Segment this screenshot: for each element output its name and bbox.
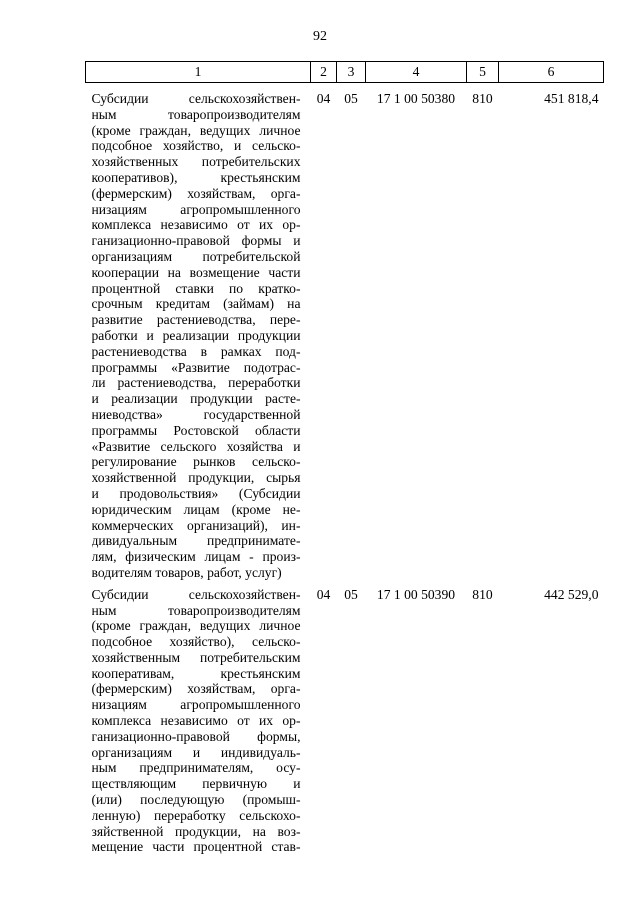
description-line: срочным кредитам (займам) на bbox=[91, 296, 301, 312]
amount-value: 442 529,0 bbox=[544, 586, 599, 602]
description-line: процентной ставки по кратко- bbox=[91, 280, 301, 296]
description-line: комплекса независимо от их ор- bbox=[91, 713, 301, 729]
description-line: (кроме граждан, ведущих личное bbox=[91, 618, 301, 634]
description-line: ным товаропроизводителям bbox=[91, 106, 301, 122]
description-line: и продовольствия» (Субсидии bbox=[91, 485, 301, 501]
description-line: ным предпринимателям, осу- bbox=[91, 760, 301, 776]
description-line: ганизационно-правовой формы и bbox=[91, 233, 301, 249]
description-line: Субсидии сельскохозяйствен- bbox=[91, 91, 301, 106]
row-description bbox=[86, 581, 311, 856]
column-header-5: 5 bbox=[467, 62, 499, 83]
table-row bbox=[86, 83, 604, 581]
description-line: коммерческих организаций), ин- bbox=[91, 517, 301, 533]
description-line: программы Ростовской области bbox=[91, 422, 301, 438]
table-row bbox=[86, 581, 604, 856]
description-line: низациям агропромышленного bbox=[91, 697, 301, 713]
description-line: растениеводства в рамках под- bbox=[91, 343, 301, 359]
subsection-code: 05 bbox=[344, 91, 358, 106]
description-line: хозяйственных потребительских bbox=[91, 154, 301, 170]
description-line: организациям потребительской bbox=[91, 248, 301, 264]
description-line: регулирование рынков сельско- bbox=[91, 454, 301, 470]
description-line: (фермерским) хозяйствам, орга- bbox=[91, 681, 301, 697]
description-line: подсобное хозяйство), сельско- bbox=[91, 634, 301, 650]
subsection-code: 05 bbox=[344, 586, 358, 602]
description-line: зяйственной продукции, на воз- bbox=[91, 823, 301, 839]
description-line: водителям товаров, работ, услуг) bbox=[91, 564, 282, 580]
description-line: и реализации продукции расте- bbox=[91, 391, 301, 407]
budget-table bbox=[85, 61, 604, 855]
section-code: 04 bbox=[316, 586, 331, 602]
description-line: подсобное хозяйство, и сельско- bbox=[91, 138, 301, 154]
expense-type-code: 810 bbox=[472, 586, 493, 602]
column-header-6: 6 bbox=[499, 62, 604, 83]
amount-value: 451 818,4 bbox=[544, 91, 599, 106]
description-line: юридическим лицам (кроме не- bbox=[91, 501, 301, 517]
description-line: «Развитие сельского хозяйства и bbox=[91, 438, 301, 454]
column-header-4: 4 bbox=[366, 62, 467, 83]
description-line: ленную) переработку сельскохо- bbox=[91, 807, 301, 823]
description-line: кооперативов), крестьянским bbox=[91, 169, 301, 185]
description-line: хозяйственным потребительским bbox=[91, 649, 301, 665]
column-header-1: 1 bbox=[86, 62, 311, 83]
description-line: развитие растениеводства, пере- bbox=[91, 312, 301, 328]
description-line: организациям и индивидуаль- bbox=[91, 744, 301, 760]
description-line: (фермерским) хозяйствам, орга- bbox=[91, 185, 301, 201]
description-line: (кроме граждан, ведущих личное bbox=[91, 122, 301, 138]
description-line: работки и реализации продукции bbox=[91, 327, 301, 343]
page-number: 92 bbox=[313, 29, 327, 44]
description-line: хозяйственной продукции, сырья bbox=[91, 470, 301, 486]
description-line: Субсидии сельскохозяйствен- bbox=[91, 586, 301, 602]
description-line: (или) последующую (промыш- bbox=[91, 792, 301, 808]
target-article-code: 17 1 00 50390 bbox=[376, 586, 456, 602]
description-line: низациям агропромышленного bbox=[91, 201, 301, 217]
description-line: кооперативам, крестьянским bbox=[91, 665, 301, 681]
description-line: дивидуальным предпринимате- bbox=[91, 533, 301, 549]
description-line: ганизационно-правовой формы, bbox=[91, 728, 301, 744]
table-header-row bbox=[86, 62, 604, 83]
description-line: комплекса независимо от их ор- bbox=[91, 217, 301, 233]
description-line: мещение части процентной став- bbox=[91, 839, 301, 855]
description-line: ным товаропроизводителям bbox=[91, 602, 301, 618]
row-description bbox=[86, 83, 311, 581]
description-line: ли растениеводства, переработки bbox=[91, 375, 301, 391]
description-line: программы «Развитие подотрас- bbox=[91, 359, 301, 375]
target-article-code: 17 1 00 50380 bbox=[376, 91, 456, 106]
section-code: 04 bbox=[316, 91, 331, 106]
description-line: кооперации на возмещение части bbox=[91, 264, 301, 280]
description-line: ществляющим первичную и bbox=[91, 776, 301, 792]
description-line: ниеводства» государственной bbox=[91, 406, 301, 422]
expense-type-code: 810 bbox=[472, 91, 493, 106]
column-header-2: 2 bbox=[311, 62, 337, 83]
column-header-3: 3 bbox=[337, 62, 366, 83]
description-line: лям, физическим лицам - произ- bbox=[91, 549, 301, 565]
